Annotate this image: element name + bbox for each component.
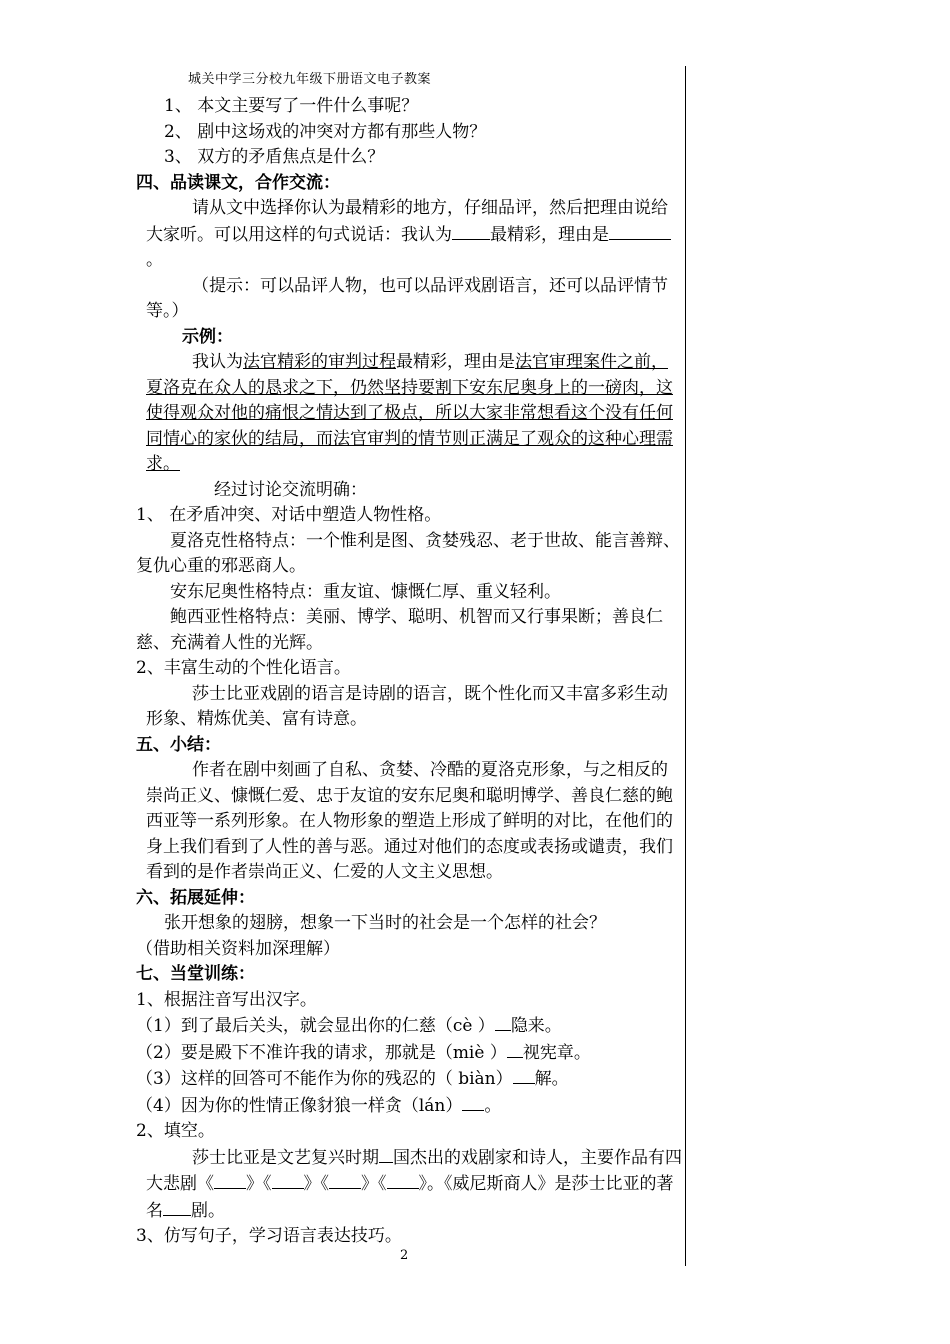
blank <box>272 1171 304 1189</box>
page-number: 2 <box>400 1248 409 1263</box>
blank <box>507 1040 523 1058</box>
blank <box>329 1171 361 1189</box>
extension-note: （借助相关资料加深理解） <box>136 938 340 959</box>
example-label: 示例： <box>182 326 233 347</box>
exercise-1-item-1: （1）到了最后关头，就会显出你的仁慈（cè ） 隐来。 <box>136 1013 682 1040</box>
shylock-traits: 夏洛克性格特点：一个惟利是图、贪婪残忍、老于世故、能言善辩、复仇心重的邪恶商人。 <box>136 530 680 576</box>
section-5-title: 五、小结： <box>136 734 221 755</box>
portia-traits: 鲍西亚性格特点：美丽、博学、聪明、机智而又行事果断；善良仁慈、充满着人性的光辉。 <box>136 607 663 653</box>
page-header: 城关中学三分校九年级下册语文电子教案 <box>188 72 432 87</box>
exercise-2-title: 2、填空。 <box>136 1121 215 1141</box>
question-2: 2、 剧中这场戏的冲突对方都有那些人物？ <box>164 121 487 142</box>
blank <box>495 1013 511 1031</box>
summary-text: 作者在剧中刻画了自私、贪婪、冷酷的夏洛克形象，与之相反的崇尚正义、慷慨仁爱、忠于友谊的安东尼奥和聪明博学、善良仁慈的鲍西亚等一系列形象。在人物形象的塑造上形成了鲜明的对比，在他们的身上我们看到了人性的善与恶。通过对他们的态度或表扬或谴责，我们看到的是作者崇尚正义、仁爱的人文主义思想。 <box>146 760 673 882</box>
blank <box>452 222 490 240</box>
section-4-tip: （提示：可以品评人物，也可以品评戏剧语言，还可以品评情节等。） <box>146 275 668 321</box>
blank <box>387 1171 419 1189</box>
exercise-1-item-2: （2）要是殿下不准许我的请求，那就是（miè ） 视宪章。 <box>136 1040 682 1067</box>
antonio-traits: 安东尼奥性格特点：重友谊、慷慨仁厚、重义轻利。 <box>170 581 561 602</box>
question-3: 3、 双方的矛盾焦点是什么？ <box>164 147 385 167</box>
blank <box>214 1171 246 1189</box>
lesson-content <box>136 94 682 1250</box>
exercise-1-title: 1、根据注音写出汉字。 <box>136 989 317 1010</box>
extension-question: 张开想象的翅膀，想象一下当时的社会是一个怎样的社会？ <box>164 913 606 933</box>
exercise-1-item-4: （4）因为你的性情正像豺狼一样贪（lán） 。 <box>136 1093 682 1120</box>
exercise-3-title: 3、仿写句子，学习语言表达技巧。 <box>136 1226 402 1246</box>
right-margin-line <box>685 66 686 1266</box>
blank <box>513 1066 535 1084</box>
point-2: 2、丰富生动的个性化语言。 <box>136 658 351 678</box>
section-4-instruction: 请从文中选择你认为最精彩的地方，仔细品评，然后把理由说给大家听。可以用这样的句式说话：我认为 最精彩，理由是。 <box>136 196 682 274</box>
exercise-1-item-3: （3）这样的回答可不能作为你的残忍的（ biàn） 解。 <box>136 1066 682 1093</box>
blank <box>163 1198 191 1216</box>
section-6-title: 六、拓展延伸： <box>136 887 255 908</box>
blank <box>379 1145 393 1163</box>
discussion-intro: 经过讨论交流明确： <box>214 479 367 500</box>
question-1: 1、 本文主要写了一件什么事呢？ <box>164 96 419 116</box>
blank <box>462 1093 484 1111</box>
section-7-title: 七、当堂训练： <box>136 964 255 984</box>
section-4-title: 四、品读课文，合作交流： <box>136 172 340 193</box>
point-1: 1、 在矛盾冲突、对话中塑造人物性格。 <box>136 505 442 525</box>
example-text: 我认为法官精彩的审判过程最精彩，理由是法官审理案件之前，夏洛克在众人的恳求之下，仍然坚持要割下安东尼奥身上的一磅肉，这使得观众对他的痛恨之情达到了极点，所以大家非常想看这个没有任何同情心的家伙的结局，而法官审判的情节则正满足了观众的这种心理需求。 <box>146 352 673 474</box>
exercise-2-fill: 莎士比亚是文艺复兴时期 国杰出的戏剧家和诗人，主要作品有四大悲剧《 》《 》《 》《 》。《威尼斯商人》是莎士比亚的著名 剧。 <box>136 1145 682 1225</box>
blank <box>609 222 671 240</box>
language-note: 莎士比亚戏剧的语言是诗剧的语言，既个性化而又丰富多彩生动形象、精炼优美、富有诗意。 <box>146 683 668 729</box>
